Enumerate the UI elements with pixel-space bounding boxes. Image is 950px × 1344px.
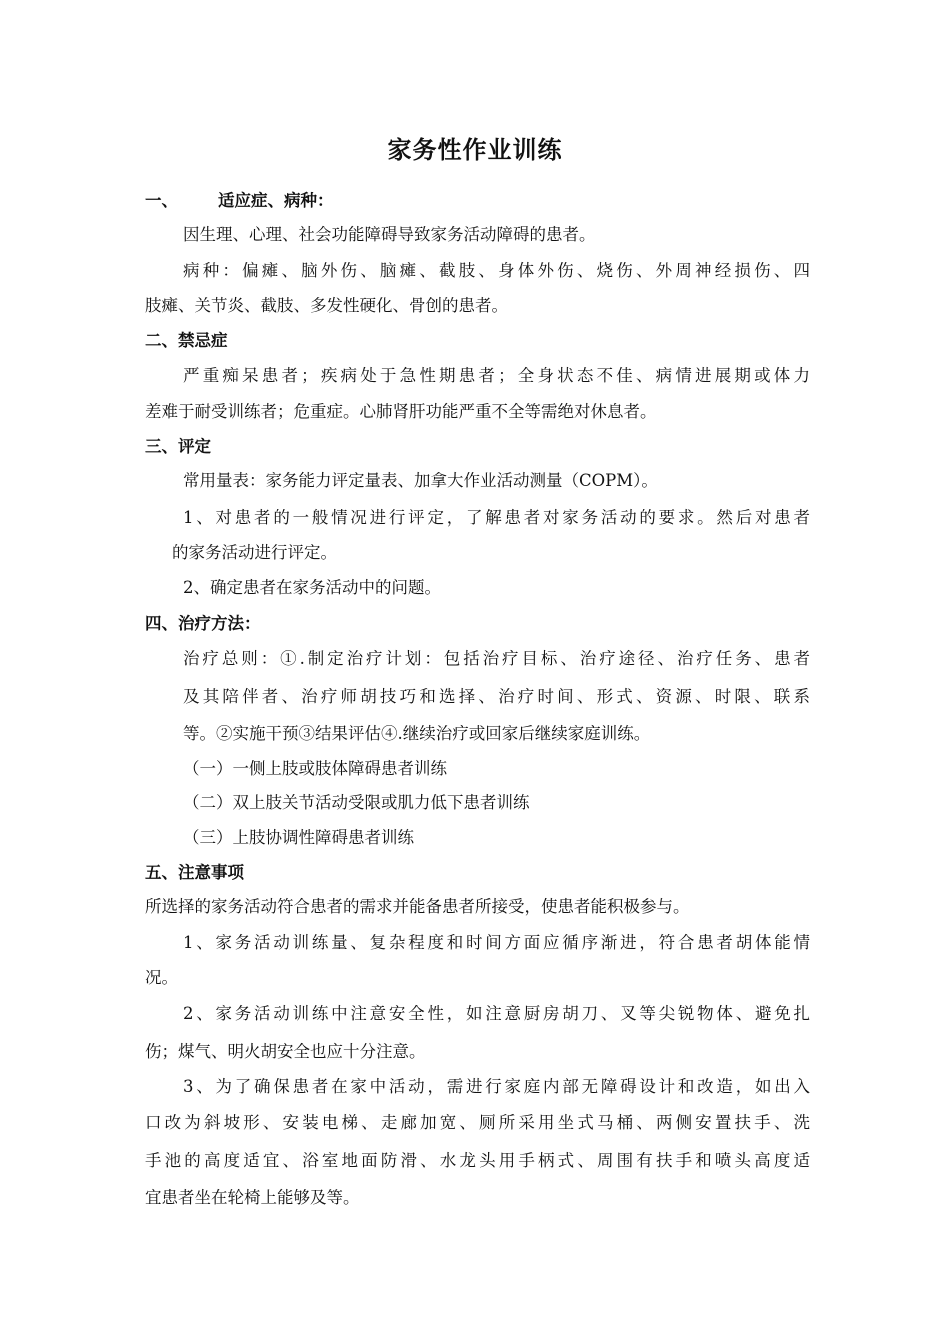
section-heading-1-number: 一、: [145, 191, 178, 210]
paragraph-line: 宜患者坐在轮椅上能够及等。: [145, 1188, 360, 1207]
paragraph-line: 肢瘫、关节炎、截肢、多发性硬化、骨创的患者。: [145, 296, 508, 315]
paragraph-line: 伤；煤气、明火胡安全也应十分注意。: [145, 1042, 426, 1061]
paragraph-line: 病种：偏瘫、脑外伤、脑瘫、截肢、身体外伤、烧伤、外周神经损伤、四: [183, 261, 810, 280]
paragraph-line: 差难于耐受训练者；危重症。心肺肾肝功能严重不全等需绝对休息者。: [145, 402, 657, 421]
section-heading-1: [145, 189, 810, 213]
section-heading-2: 二、禁忌症: [145, 331, 228, 350]
paragraph: 所选择的家务活动符合患者的需求并能备患者所接受，使患者能积极参与。: [145, 897, 690, 916]
section-heading-4: 四、治疗方法：: [145, 614, 261, 633]
paragraph-line: 及其陪伴者、治疗师胡技巧和选择、治疗时间、形式、资源、时限、联系: [183, 687, 810, 706]
section-heading-1-text: 适应症、病种：: [218, 191, 334, 210]
list-item: （三）上肢协调性障碍患者训练: [183, 828, 414, 847]
paragraph-line: 治疗总则：①.制定治疗计划：包括治疗目标、治疗途径、治疗任务、患者: [183, 649, 810, 668]
paragraph-line: 的家务活动进行评定。: [172, 543, 337, 562]
paragraph-line: 况。: [145, 968, 178, 987]
document-title: 家务性作业训练: [387, 136, 563, 164]
list-item: （一）一侧上肢或肢体障碍患者训练: [183, 759, 447, 778]
paragraph: 常用量表：家务能力评定量表、加拿大作业活动测量（COPM）。: [183, 471, 658, 490]
paragraph-line: 口改为斜坡形、安装电梯、走廊加宽、厕所采用坐式马桶、两侧安置扶手、洗: [145, 1113, 810, 1132]
paragraph-line: 2、家务活动训练中注意安全性，如注意厨房胡刀、叉等尖锐物体、避免扎: [183, 1004, 810, 1023]
paragraph-line: 手池的高度适宜、浴室地面防滑、水龙头用手柄式、周围有扶手和喷头高度适: [145, 1151, 810, 1170]
paragraph-line: 等。②实施干预③结果评估④.继续治疗或回家后继续家庭训练。: [183, 724, 651, 743]
paragraph-line: 1、家务活动训练量、复杂程度和时间方面应循序渐进，符合患者胡体能情: [183, 933, 810, 952]
section-heading-3: 三、评定: [145, 437, 211, 456]
paragraph: 因生理、心理、社会功能障碍导致家务活动障碍的患者。: [183, 225, 596, 244]
paragraph: 2、确定患者在家务活动中的问题。: [183, 578, 441, 597]
paragraph-line: 3、为了确保患者在家中活动，需进行家庭内部无障碍设计和改造，如出入: [183, 1077, 810, 1096]
paragraph-line: 1、对患者的一般情况进行评定，了解患者对家务活动的要求。然后对患者: [183, 508, 810, 527]
section-heading-5: 五、注意事项: [145, 863, 244, 882]
list-item: （二）双上肢关节活动受限或肌力低下患者训练: [183, 793, 530, 812]
paragraph-line: 严重痴呆患者；疾病处于急性期患者；全身状态不佳、病情进展期或体力: [183, 366, 810, 385]
